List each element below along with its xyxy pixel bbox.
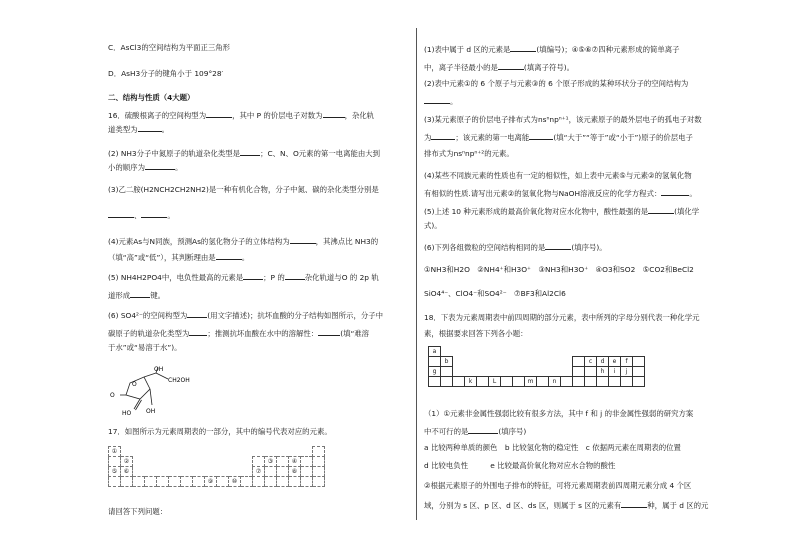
r1-line2: 中，离子半径最小的是 (填离子符号)。 [424,63,575,72]
q17-cell-1: ① [109,447,121,457]
mol-oh-bottom: OH [146,408,156,415]
q16-6-line3: 于水”或“易溶于水”)。 [108,343,182,352]
section-title: 二、结构与性质（4大题） [108,93,195,102]
q18-cell-k: k [465,377,477,387]
r3-line1: (3)某元素原子的价层电子排布式为nsⁿnpⁿ⁺¹，该元素原子的最外层电子的孤电子对数 [424,115,702,124]
q16-6-line1: (6) SO4²⁻的空间构型为 (用文字描述)；抗坏血酸的分子结构如图所示，分子中 [108,311,384,320]
ascorbic-acid-structure [108,365,198,417]
q18-options-2: d 比较电负性 e 比较最高价氧化物对应水合物的酸性 [424,461,616,470]
r3-line3: 排布式为nsⁿnpⁿ⁺²的元素。 [424,149,514,158]
r6-line3: SiO4⁴⁻、ClO4⁻和SO4²⁻ ⑦BF3和Al2Cl6 [424,289,566,298]
q16-4-line1: (4)元素As与N同族，预测As的氢化物分子的立体结构为 ，其沸点比 NH3的 [108,237,379,246]
q17-cell-3: ③ [265,457,277,467]
r5-line1: (5)上述 10 种元素形成的最高价氧化物对应水化物中，酸性最强的是 (填化学 [424,207,700,216]
q17-cell-4: ④ [289,457,301,467]
r3-line2: 为 ；该元素的第一电离能 (填“大于”“等于”或“小于”)原子的价层电子 [424,133,693,142]
q16-3-line2: 、 。 [108,210,175,221]
q16-6-line2: 碳原子的轨道杂化类型为 ；推测抗坏血酸在水中的溶解性： (填“难溶 [108,329,370,338]
r4-line1: (4)某些不同族元素的性质也有一定的相似性，如上表中元素⑤与元素②的氢氧化物 [424,171,692,180]
q18-cell-g: g [429,367,441,377]
q18-line1: 18．下表为元素周期表中前四周期的部分元素，表中所列的字母分别代表一种化学元 [424,313,700,322]
q16-3-line1: (3)乙二胺(H2NCH2CH2NH2)是一种有机化合物，分子中氮、碳的杂化类型分别是 [108,185,379,194]
q16-5-line2: 道形成 键。 [108,291,165,300]
q17-cell-10: ⑩ [229,477,241,487]
q18-cell-l: L [489,377,501,387]
q17-cell-9: ⑨ [205,477,217,487]
q18-cell-m: m [525,377,537,387]
q17-periodic-table [108,446,325,487]
r4-line2: 有相似的性质.请写出元素②的氢氧化物与NaOH溶液反应的化学方程式： 。 [424,189,697,198]
q18-options-1: a 比较两种单质的颜色 b 比较氢化物的稳定性 c 依据两元素在周期表的位置 [424,443,681,452]
q18-periodic-table [428,346,645,387]
mol-ch2oh: CH2OH [168,377,190,384]
r6-line2: ①NH3和H2O ②NH4⁺和H3O⁺ ③NH3和H3O⁺ ④O3和SO2 ⑤CO2和BeCl2 [424,265,694,274]
q17-cell-5: ⑤ [109,467,121,477]
mol-o-ring: O [132,381,137,388]
q18-2-line2: 域，分别为 s 区、p 区、d 区、ds 区，则属于 s 区的元素有 种，属于 d 区的元 [424,501,709,510]
q18-cell-a: a [429,347,441,357]
q17-cell-7: ⑦ [253,467,265,477]
mol-oh-top: OH [154,366,164,373]
q16-2-line1: (2) NH3分子中氮原子的轨道杂化类型是 ；C、N、O元素的第一电离能由大到 [108,149,381,158]
column-divider [416,28,417,520]
option-d: D．AsH3分子的键角小于 109°28′ [108,69,224,78]
q16-line2: 道类型为 。 [108,125,169,134]
q17-cell-2: ② [121,457,133,467]
q18-cell-n: n [549,377,561,387]
r5-line2: 式)。 [424,221,442,230]
q17-cell-8: ⑧ [289,467,301,477]
q17-ask: 请回答下列问题： [108,507,168,516]
q18-cell-j: j [621,367,633,377]
q18-1-line2: 中不可行的是 (填序号) [424,427,527,436]
q16-4-line2: （填“高”或“低”），其判断理由是 。 [108,253,250,262]
q18-cell-d: d [597,357,609,367]
r6-line1: (6)下列各组微粒的空间结构相同的是 (填序号)。 [424,243,607,252]
q16-2-line2: 小的顺序为 。 [108,163,183,172]
q17-intro: 17．如图所示为元素周期表的一部分，其中的编号代表对应的元素。 [108,427,332,436]
r1-line1: (1)表中属于 d 区的元素是 (填编号)；④⑤⑥⑦四种元素形成的简单离子 [424,45,680,54]
q18-cell-f: f [621,357,633,367]
q16-line1: 16．硫酸根离子的空间构型为 ，其中 P 的价层电子对数为 ，杂化轨 [108,111,375,120]
q17-cell-6: ⑥ [121,467,133,477]
q18-cell-c: c [585,357,597,367]
r2-line2: 。 [424,96,457,107]
mol-ho-left: HO [122,410,132,417]
q16-5-line1: (5) NH4H2PO4中，电负性最高的元素是 ；P 的 杂化轨道与O 的 2p 轨 [108,273,379,282]
q18-1-line1: （1）①元素非金属性强弱比较有很多方法，其中 f 和 j 的非金属性强弱的研究方案 [424,409,694,418]
q18-cell-e: e [609,357,621,367]
q18-cell-i: i [609,367,621,377]
r2-line1: (2)表中元素①的 6 个原子与元素③的 6 个原子形成的某种环状分子的空间结构为 [424,79,689,88]
option-c: C．AsCl3的空间结构为平面正三角形 [108,43,231,52]
q18-cell-b: b [441,357,453,367]
q18-2-line1: ②根据元素原子的外围电子排布的特征，可将元素周期表前四周期元素分成 4 个区 [424,481,692,490]
q18-line2: 素，根据要求回答下列各小题： [424,329,528,338]
q18-cell-h: h [597,367,609,377]
mol-o-carbonyl: O [110,392,115,399]
